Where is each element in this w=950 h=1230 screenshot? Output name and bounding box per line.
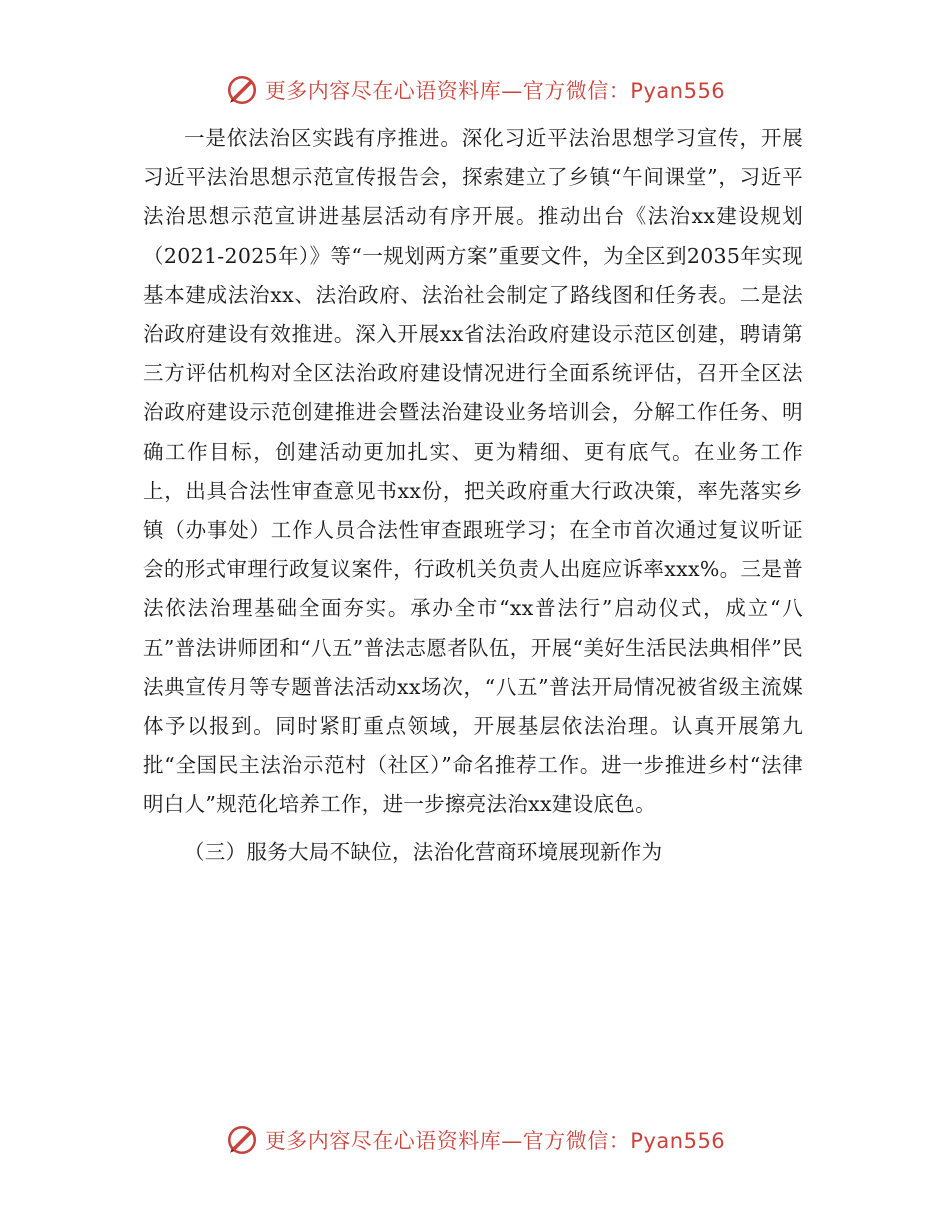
footer-watermark <box>0 1120 950 1160</box>
watermark-text: 更多内容尽在心语资料库—官方微信：Pyan556 <box>264 1129 726 1153</box>
section-heading: （三）服务大局不缺位，法治化营商环境展现新作为 <box>184 839 663 864</box>
body-paragraph: 一是依法治区实践有序推进。深化习近平法治思想学习宣传，开展习近平法治思想示范宣传报告会，探索建立了乡镇“午间课堂”，习近平法治思想示范宣讲进基层活动有序开展。推动出台《法治xx建设规划（2021-2025年）》等“一规划两方案”重要文件，为全区到2035年实现基本建成法治xx、法治政府、法治社会制定了路线图和任务表。二是法治政府建设有效推进。深入开展xx省法治政府建设示范区创建，聘请第三方评估机构对全区法治政府建设情况进行全面系统评估，召开全区法治政府建设示范创建推进会暨法治建设业务培训会，分解工作任务、明确工作目标，创建活动更加扎实、更为精细、更有底气。在业务工作上，出具合法性审查意见书xx份，把关政府重大行政决策，率先落实乡镇（办事处）工作人员合法性审查跟班学习；在全市首次通过复议听证会的形式审理行政复议案件，行政机关负责人出庭应诉率xxx%。三是普法依法治理基础全面夯实。承办全市“xx普法行”启动仪式，成立“八五”普法讲师团和“八五”普法志愿者队伍，开展“美好生活民法典相伴”民法典宣传月等专题普法活动xx场次，“八五”普法开局情况被省级主流媒体予以报到。同时紧盯重点领域，开展基层依法治理。认真开展第九批“全国民主法治示范村（社区）”命名推荐工作。进一步推进乡村“法律明白人”规范化培养工作，进一步擦亮法治xx建设底色。 <box>143 126 803 817</box>
document-body <box>143 119 803 872</box>
pen-logo-icon <box>225 73 259 107</box>
header-watermark <box>0 70 950 110</box>
watermark-text: 更多内容尽在心语资料库—官方微信：Pyan556 <box>264 79 726 103</box>
pen-logo-icon <box>225 1123 259 1157</box>
